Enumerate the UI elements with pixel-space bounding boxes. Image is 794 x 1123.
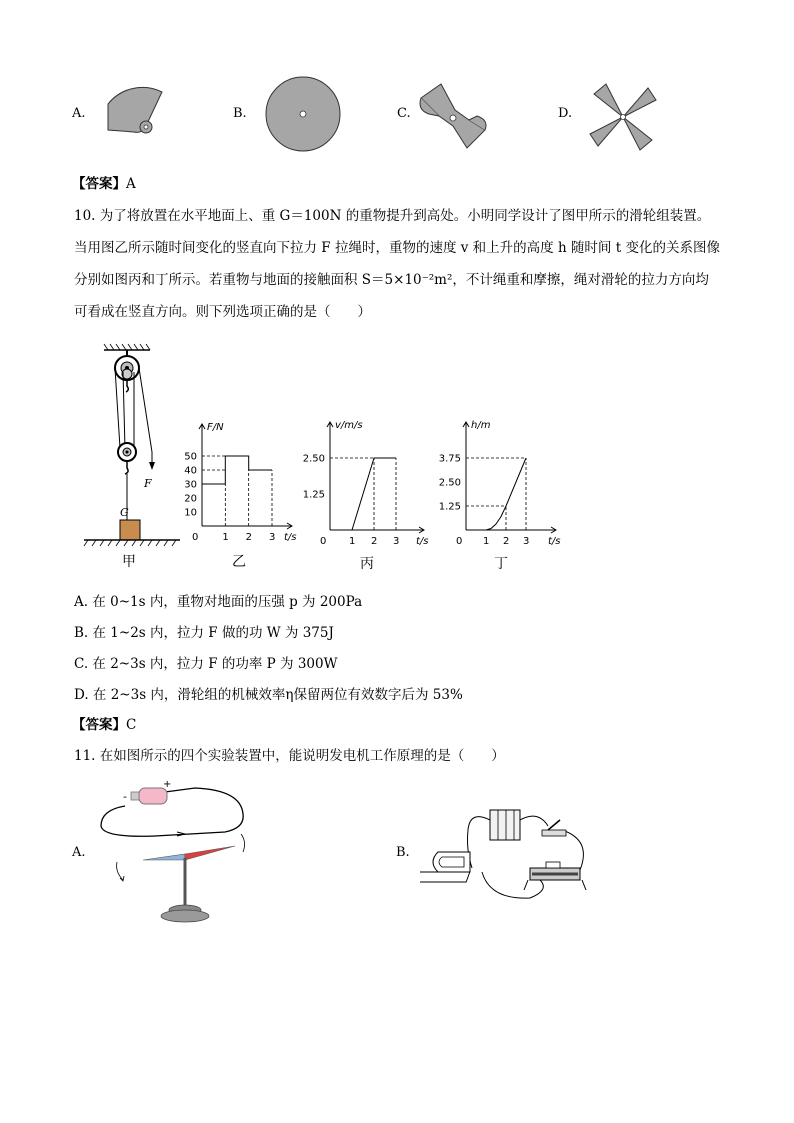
chart-1-series-line xyxy=(330,458,396,530)
chart-2-x-tick-label: 2 xyxy=(503,536,510,547)
q10-stem-line-1: 10. 为了将放置在水平地面上、重 G＝100N 的重物提升到高处。小明同学设计了图甲所示的滑轮组装置。 xyxy=(74,208,711,224)
q9-answer xyxy=(72,172,136,192)
q9-figure-c xyxy=(415,80,491,152)
chart-2-y-tick-label: 2.50 xyxy=(438,477,461,489)
q9-figure-b xyxy=(263,74,343,154)
battery-plus-label: + xyxy=(163,779,172,790)
q10-choice-c: C. 在 2~3s 内，拉力 F 的功率 P 为 300W xyxy=(74,656,338,672)
chart-2-x-tick-label: 3 xyxy=(523,536,530,547)
q11-stem: 11. 在如图所示的四个实验装置中，能说明发电机工作原理的是（ ） xyxy=(74,748,505,764)
pulley-system-figure xyxy=(82,340,182,572)
chart-1-y-tick-label: 1.25 xyxy=(302,489,325,501)
chart-height-time xyxy=(436,412,564,574)
chart-1-figure-label: 丙 xyxy=(360,556,374,572)
chart-1-x-tick-label: 3 xyxy=(393,536,400,547)
chart-0-y-label: F/N xyxy=(207,422,224,433)
chart-velocity-time xyxy=(300,412,432,574)
answer-tag: 【答案】 xyxy=(72,717,126,733)
chart-0-x-tick-label: 0 xyxy=(192,532,199,543)
chart-2-figure-label: 丁 xyxy=(494,556,508,572)
chart-1-y-tick-label: 2.50 xyxy=(302,453,325,465)
chart-0-x-tick-label: 2 xyxy=(245,532,253,543)
chart-2-y-tick-label: 1.25 xyxy=(438,501,461,513)
chart-0-x-label: t/s xyxy=(284,532,297,543)
q11-option-b-label: B. xyxy=(396,845,410,860)
q10-choice-d: D. 在 2~3s 内，滑轮组的机械效率η保留两位有效数字后为 53% xyxy=(74,687,463,703)
chart-1-x-label: t/s xyxy=(416,536,429,547)
chart-2-x-label: t/s xyxy=(548,536,561,547)
oersted-experiment-figure xyxy=(95,778,255,924)
chart-force-time xyxy=(180,410,302,574)
chart-0-x-tick-label: 1 xyxy=(222,532,229,543)
q10-stem-line-3: 分别如图丙和丁所示。若重物与地面的接触面积 S＝5×10⁻²m²，不计绳重和摩擦，绳对滑轮的拉力方向均 xyxy=(74,272,709,288)
answer-tag: 【答案】 xyxy=(72,176,126,192)
q9-figure-d xyxy=(586,80,660,154)
weight-g-label: G xyxy=(120,506,129,519)
chart-1-x-tick-label: 0 xyxy=(320,536,327,547)
answer-value: A xyxy=(126,176,136,192)
figure-jia-label: 甲 xyxy=(122,554,136,570)
force-f-label: F xyxy=(144,477,152,490)
chart-0-x-tick-label: 3 xyxy=(269,532,276,543)
chart-1-x-tick-label: 1 xyxy=(349,536,356,547)
q9-option-d-label: D. xyxy=(558,106,573,121)
chart-0-y-tick-label: 30 xyxy=(184,479,197,491)
q10-answer xyxy=(72,713,136,733)
chart-1-y-label: v/m/s xyxy=(335,420,363,431)
q10-stem-line-2: 当用图乙所示随时间变化的竖直向下拉力 F 拉绳时，重物的速度 v 和上升的高度 h 随时间 t 变化的关系图像 xyxy=(74,240,720,256)
generator-experiment-figure xyxy=(420,800,600,910)
chart-0-figure-label: 乙 xyxy=(232,554,246,570)
q10-choice-b: B. 在 1~2s 内，拉力 F 做的功 W 为 375J xyxy=(74,625,334,641)
chart-2-x-tick-label: 1 xyxy=(483,536,490,547)
q11-option-a-label: A. xyxy=(72,845,86,860)
q9-figure-a xyxy=(100,82,170,142)
chart-0-y-tick-label: 10 xyxy=(184,507,197,519)
q10-choice-a: A. 在 0~1s 内，重物对地面的压强 p 为 200Pa xyxy=(74,594,363,610)
q10-stem-line-4: 可看成在竖直方向。则下列选项正确的是（ ） xyxy=(74,304,371,320)
chart-2-y-tick-label: 3.75 xyxy=(438,453,461,465)
q9-option-a-label: A. xyxy=(72,106,86,121)
q9-option-c-label: C. xyxy=(397,106,411,121)
chart-0-y-tick-label: 20 xyxy=(184,493,197,505)
chart-0-y-tick-label: 50 xyxy=(184,451,197,463)
q9-option-b-label: B. xyxy=(233,106,247,121)
chart-2-x-tick-label: 0 xyxy=(456,536,463,547)
chart-1-x-tick-label: 2 xyxy=(371,536,378,547)
battery-minus-label: - xyxy=(123,790,127,803)
chart-0-y-tick-label: 40 xyxy=(184,465,197,477)
answer-value: C xyxy=(126,717,137,733)
chart-2-y-label: h/m xyxy=(471,420,491,431)
